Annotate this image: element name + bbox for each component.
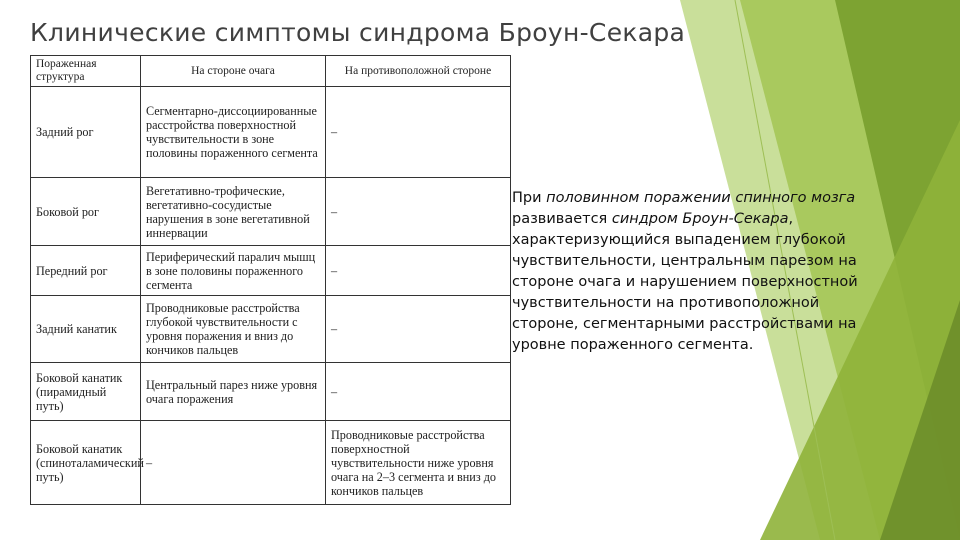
cell-structure: Задний канатик	[31, 296, 141, 363]
description-paragraph	[512, 188, 867, 356]
slide-title: Клинические симптомы синдрома Броун-Секара	[30, 18, 686, 47]
cell-same-side: Сегментарно-диссоциированные расстройства поверхностной чувствительности в зоне половины пораженного сегмента	[141, 87, 326, 178]
description-text: , характеризующийся выпадением глубокой чувствительности, центральным парезом на стороне очага и нарушением поверхностной чувствительности на противоположной стороне, сегментарными расстройствами на уровне пораженного сегмента.	[512, 211, 858, 353]
description-text: развивается	[512, 211, 612, 227]
cell-structure: Боковой канатик (спиноталамический путь)	[31, 421, 141, 505]
header-opposite-side: На противоположной стороне	[326, 56, 511, 87]
cell-opposite-side: –	[326, 87, 511, 178]
header-structure: Пораженная структура	[31, 56, 141, 87]
cell-opposite-side: –	[326, 363, 511, 421]
cell-structure: Задний рог	[31, 87, 141, 178]
cell-same-side: Периферический паралич мышц в зоне половины пораженного сегмента	[141, 246, 326, 296]
cell-structure: Боковой канатик (пирамидный путь)	[31, 363, 141, 421]
cell-structure: Передний рог	[31, 246, 141, 296]
cell-opposite-side: Проводниковые расстройства поверхностной чувствительности ниже уровня очага на 2–3 сегмента и вниз до кончиков пальцев	[326, 421, 511, 505]
cell-opposite-side: –	[326, 246, 511, 296]
table-row	[31, 246, 511, 296]
cell-same-side: –	[141, 421, 326, 505]
table-row	[31, 87, 511, 178]
header-same-side: На стороне очага	[141, 56, 326, 87]
table-row	[31, 421, 511, 505]
cell-opposite-side: –	[326, 178, 511, 246]
table-header-row	[31, 56, 511, 87]
cell-opposite-side: –	[326, 296, 511, 363]
table-row	[31, 363, 511, 421]
table-row	[31, 296, 511, 363]
description-text: При	[512, 190, 547, 206]
table-row	[31, 178, 511, 246]
cell-same-side: Центральный парез ниже уровня очага поражения	[141, 363, 326, 421]
description-emphasis: синдром Броун-Секара	[611, 211, 789, 227]
cell-structure: Боковой рог	[31, 178, 141, 246]
cell-same-side: Проводниковые расстройства глубокой чувствительности с уровня поражения и вниз до кончиков пальцев	[141, 296, 326, 363]
description-emphasis: половинном поражении спинного мозга	[546, 190, 856, 206]
symptoms-table	[30, 55, 511, 505]
cell-same-side: Вегетативно-трофические, вегетативно-сосудистые нарушения в зоне вегетативной иннервации	[141, 178, 326, 246]
